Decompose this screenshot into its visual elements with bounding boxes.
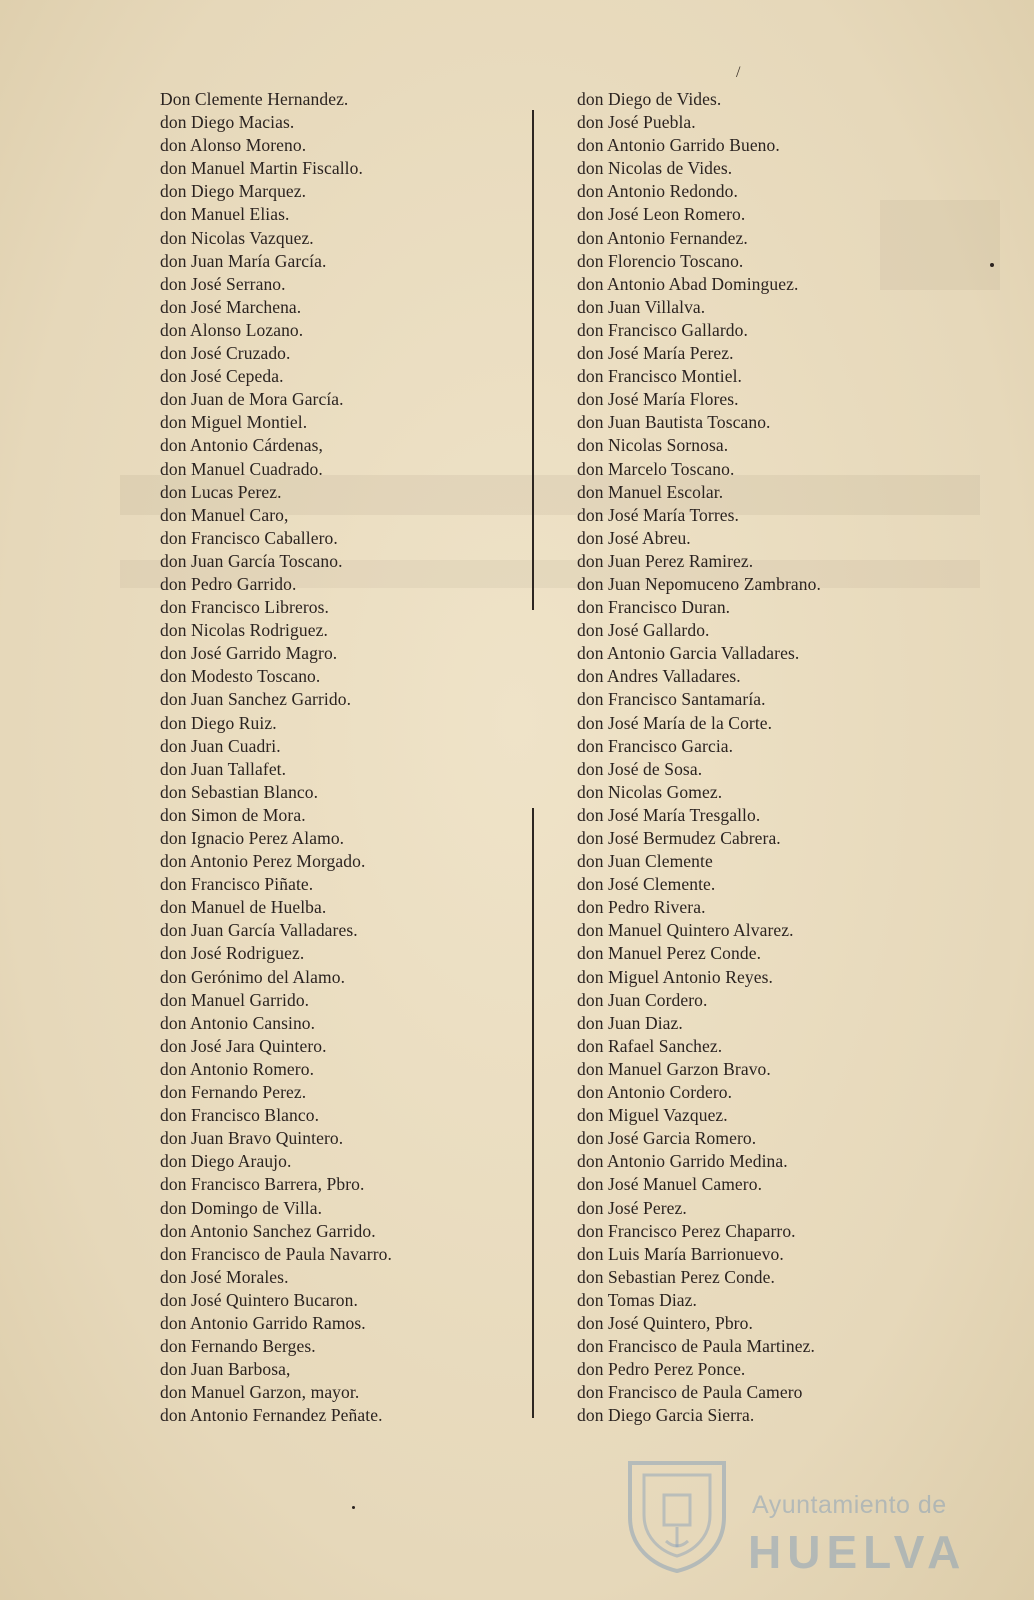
name-entry: don Antonio Perez Morgado. [160, 851, 366, 872]
name-entry: don Manuel Caro, [160, 504, 289, 525]
name-entry: don Francisco Blanco. [160, 1105, 320, 1126]
name-entry: don Juan María García. [160, 250, 327, 271]
name-entry: don José Serrano. [160, 273, 286, 294]
name-entry: don Antonio Garcia Valladares. [577, 643, 800, 664]
name-entry: don José Cruzado. [160, 343, 291, 364]
name-entry: don Marcelo Toscano. [577, 458, 735, 479]
name-entry: don Pedro Rivera. [577, 897, 706, 918]
name-entry: don Juan Cuadri. [160, 735, 281, 756]
name-entry: don Nicolas Sornosa. [577, 435, 729, 456]
name-entry: don Andres Valladares. [577, 666, 741, 687]
name-entry: don Diego Ruiz. [160, 712, 277, 733]
name-entry: don Antonio Abad Dominguez. [577, 273, 799, 294]
page-mark: / [736, 64, 741, 81]
name-entry: don Juan García Valladares. [160, 920, 358, 941]
name-entry: don José Cepeda. [160, 366, 284, 387]
name-entry: don José Quintero, Pbro. [577, 1312, 753, 1333]
name-entry: don Juan Villalva. [577, 296, 706, 317]
name-entry: don Antonio Fernandez Peñate. [160, 1405, 383, 1426]
name-entry: don Juan García Toscano. [160, 550, 343, 571]
name-entry: don Antonio Cansino. [160, 1012, 316, 1033]
name-entry: don Manuel Elias. [160, 204, 290, 225]
name-entry: don José Quintero Bucaron. [160, 1289, 358, 1310]
name-entry: don Antonio Cárdenas, [160, 435, 323, 456]
name-entry: don Diego Araujo. [160, 1151, 292, 1172]
name-entry: don José de Sosa. [577, 758, 703, 779]
name-entry: don Francisco Duran. [577, 597, 731, 618]
name-entry: don José Puebla. [577, 112, 696, 133]
name-entry: don José María Flores. [577, 389, 739, 410]
name-entry: don Diego Marquez. [160, 181, 307, 202]
name-entry: don Miguel Antonio Reyes. [577, 966, 773, 987]
name-entry: don Alonso Lozano. [160, 319, 304, 340]
name-entry: don Simon de Mora. [160, 804, 306, 825]
name-entry: don Gerónimo del Alamo. [160, 966, 346, 987]
name-entry: don Manuel Garrido. [160, 989, 310, 1010]
name-entry: don Francisco de Paula Martinez. [577, 1336, 815, 1357]
name-entry: don Pedro Garrido. [160, 573, 297, 594]
name-entry: don Francisco Santamaría. [577, 689, 766, 710]
name-entry: don Juan Clemente [577, 851, 713, 872]
name-entry: don José Abreu. [577, 527, 691, 548]
name-entry: don Antonio Cordero. [577, 1082, 733, 1103]
name-entry: don José Clemente. [577, 874, 716, 895]
name-entry: don José Manuel Camero. [577, 1174, 763, 1195]
column-divider-rule [532, 808, 534, 1418]
name-entry: don Francisco Perez Chaparro. [577, 1220, 796, 1241]
name-entry: don Manuel Escolar. [577, 481, 724, 502]
name-entry: don Luis María Barrionuevo. [577, 1243, 784, 1264]
name-entry: don Antonio Garrido Bueno. [577, 135, 780, 156]
name-entry: don Francisco de Paula Navarro. [160, 1243, 392, 1264]
name-entry: don Florencio Toscano. [577, 250, 744, 271]
name-entry: don Juan Tallafet. [160, 758, 287, 779]
name-entry: don Nicolas Gomez. [577, 781, 723, 802]
name-entry: don Fernando Perez. [160, 1082, 307, 1103]
name-entry: don Lucas Perez. [160, 481, 282, 502]
name-entry: don Rafael Sanchez. [577, 1035, 723, 1056]
name-entry: don Francisco Piñate. [160, 874, 314, 895]
name-entry: don Modesto Toscano. [160, 666, 321, 687]
name-entry: don Manuel Cuadrado. [160, 458, 323, 479]
name-entry: don Manuel Garzon, mayor. [160, 1382, 360, 1403]
watermark-line2: HUELVA [748, 1526, 967, 1578]
name-entry: don José Jara Quintero. [160, 1035, 327, 1056]
name-entry: don José Bermudez Cabrera. [577, 828, 781, 848]
name-entry: don Juan Cordero. [577, 989, 708, 1010]
name-entry: don Nicolas Vazquez. [160, 227, 314, 248]
name-entry: don Francisco Montiel. [577, 366, 743, 387]
name-entry: don José Rodriguez. [160, 943, 305, 964]
name-entry: don Manuel Martin Fiscallo. [160, 158, 363, 179]
name-entry: don Antonio Sanchez Garrido. [160, 1220, 376, 1241]
name-entry: don Juan Diaz. [577, 1012, 683, 1033]
name-entry: don Diego de Vides. [577, 89, 722, 109]
name-entry: don José María Tresgallo. [577, 804, 761, 825]
right-name-column [577, 88, 937, 1427]
name-entry: don José María de la Corte. [577, 712, 773, 733]
name-entry: don José María Perez. [577, 343, 734, 364]
name-entry: don José Perez. [577, 1197, 687, 1218]
name-entry: don Manuel Garzon Bravo. [577, 1058, 771, 1079]
left-name-column [160, 88, 520, 1427]
name-entry: don Fernando Berges. [160, 1336, 316, 1357]
name-entry: don Francisco Gallardo. [577, 319, 748, 340]
name-entry: don Juan Barbosa, [160, 1359, 291, 1380]
name-entry: don José Marchena. [160, 296, 302, 317]
name-entry: don Juan de Mora García. [160, 389, 344, 410]
name-entry: don José María Torres. [577, 504, 740, 525]
name-entry: don Francisco Libreros. [160, 597, 329, 618]
name-entry: don Francisco Caballero. [160, 527, 338, 548]
name-entry: don Antonio Redondo. [577, 181, 738, 202]
name-entry: don Antonio Romero. [160, 1058, 315, 1079]
name-entry: don José Leon Romero. [577, 204, 746, 225]
name-entry: don Tomas Diaz. [577, 1289, 698, 1310]
name-entry: don José Garcia Romero. [577, 1128, 757, 1149]
name-entry: don Miguel Vazquez. [577, 1105, 728, 1126]
name-entry: don Antonio Garrido Ramos. [160, 1312, 366, 1333]
name-entry: don Juan Sanchez Garrido. [160, 689, 352, 710]
name-entry: don Miguel Montiel. [160, 412, 308, 433]
column-divider-rule [532, 110, 534, 610]
name-entry: don Domingo de Villa. [160, 1197, 323, 1218]
name-entry: don Nicolas Rodriguez. [160, 620, 328, 641]
name-entry: don Sebastian Perez Conde. [577, 1266, 775, 1287]
name-entry: don Pedro Perez Ponce. [577, 1359, 746, 1380]
name-entry: don Alonso Moreno. [160, 135, 307, 156]
name-entry: don José Morales. [160, 1266, 289, 1287]
name-entry: don José Garrido Magro. [160, 643, 338, 664]
name-entry: don Antonio Garrido Medina. [577, 1151, 788, 1172]
name-entry: Don Clemente Hernandez. [160, 89, 349, 109]
name-entry: don José Gallardo. [577, 620, 710, 641]
name-entry: don Juan Bautista Toscano. [577, 412, 771, 433]
name-entry: don Francisco de Paula Camero [577, 1382, 803, 1403]
name-entry: don Diego Macias. [160, 112, 295, 133]
name-entry: don Diego Garcia Sierra. [577, 1405, 755, 1426]
name-entry: don Juan Nepomuceno Zambrano. [577, 573, 821, 594]
coat-of-arms-icon [622, 1455, 732, 1575]
ink-speck [352, 1506, 355, 1509]
name-entry: don Manuel Perez Conde. [577, 943, 762, 964]
name-entry: don Francisco Garcia. [577, 735, 734, 756]
name-entry: don Ignacio Perez Alamo. [160, 828, 345, 848]
name-entry: don Manuel Quintero Alvarez. [577, 920, 794, 941]
name-entry: don Manuel de Huelba. [160, 897, 327, 918]
name-entry: don Juan Perez Ramirez. [577, 550, 754, 571]
name-entry: don Nicolas de Vides. [577, 158, 733, 179]
name-entry: don Francisco Barrera, Pbro. [160, 1174, 365, 1195]
name-entry: don Sebastian Blanco. [160, 781, 319, 802]
ink-speck [990, 263, 994, 267]
watermark-line1: Ayuntamiento de [752, 1491, 947, 1519]
name-entry: don Antonio Fernandez. [577, 227, 748, 248]
name-entry: don Juan Bravo Quintero. [160, 1128, 344, 1149]
watermark [622, 1455, 982, 1578]
